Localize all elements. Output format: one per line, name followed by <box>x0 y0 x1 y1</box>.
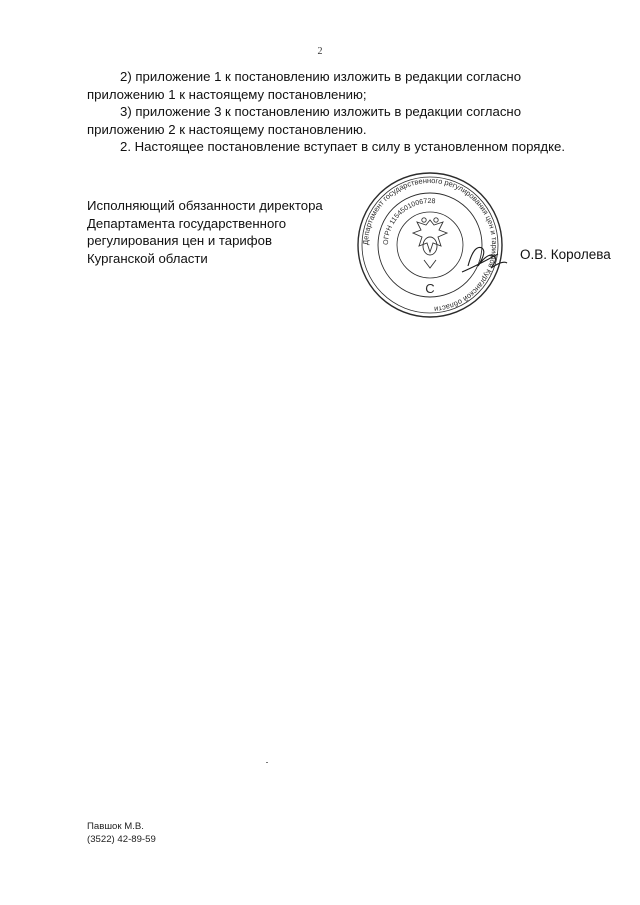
signatory-title-line: Департамента государственного <box>87 215 287 231</box>
item-3-line-1: 3) приложение 3 к постановлению изложить в редакции согласно <box>120 104 522 120</box>
page-number: 2 <box>317 46 323 57</box>
seal-inner-text: ОГРН 1154501006728 <box>382 197 436 246</box>
clause-2: 2. Настоящее постановление вступает в силу в установленном порядке. <box>120 139 566 155</box>
seal-center-letter: С <box>425 281 435 296</box>
item-3-line-2: приложению 2 к настоящему постановлению. <box>87 121 367 137</box>
seal-graphic <box>350 170 510 320</box>
executor-name: Павшок М.В. <box>87 821 144 832</box>
scan-speck <box>266 762 268 763</box>
emblem-eagle-icon <box>413 218 447 268</box>
item-2-line-2: приложению 1 к настоящему постановлению; <box>87 86 367 102</box>
signatory-name: О.В. Королева <box>520 247 611 262</box>
document-body <box>87 68 592 156</box>
signatory-title <box>87 197 347 267</box>
executor-footer <box>87 820 156 846</box>
item-2-line-1: 2) приложение 1 к постановлению изложить в редакции согласно <box>120 69 522 84</box>
official-seal <box>350 170 510 320</box>
seal-outer-text: Департамент государственного регулирования цен и тарифов Курганской области <box>360 175 500 314</box>
executor-phone: (3522) 42-89-59 <box>87 834 156 845</box>
signatory-title-line: Курганской области <box>87 250 208 266</box>
signatory-title-line: регулирования цен и тарифов <box>87 233 272 248</box>
signatory-title-line: Исполняющий обязанности директора <box>87 198 323 213</box>
